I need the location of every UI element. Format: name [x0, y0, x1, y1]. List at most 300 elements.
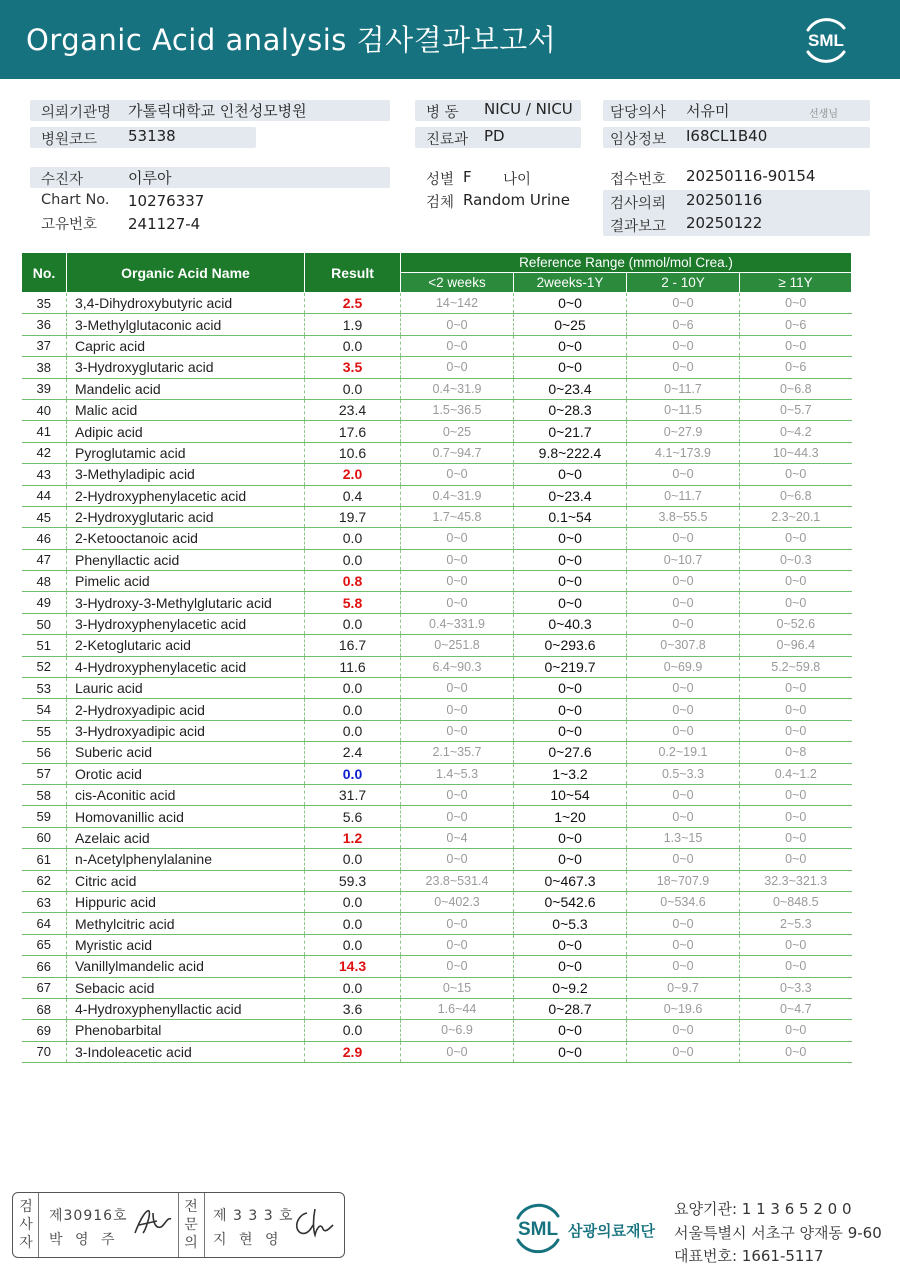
row-ref-3: 0~0 [627, 956, 740, 977]
doctor-suffix: 선생님 [809, 109, 838, 120]
row-no: 53 [22, 678, 67, 699]
row-no: 64 [22, 913, 67, 934]
row-ref-2: 1~3.2 [514, 763, 627, 784]
table-row [22, 720, 852, 741]
table-row [22, 784, 852, 805]
row-ref-4: 0~0 [740, 699, 852, 720]
row-no: 60 [22, 827, 67, 848]
row-ref-2: 0~28.7 [514, 998, 627, 1019]
table-row [22, 549, 852, 570]
row-ref-1: 14~142 [401, 293, 514, 314]
row-ref-2: 0~28.3 [514, 399, 627, 420]
row-ref-1: 1.5~36.5 [401, 399, 514, 420]
row-no: 37 [22, 335, 67, 356]
row-no: 46 [22, 528, 67, 549]
row-name: n-Acetylphenylalanine [67, 849, 305, 870]
col-result-header: Result [305, 253, 401, 293]
receipt-value: 20250116-90154 [686, 167, 816, 185]
institution-value: 가톨릭대학교 인천성모병원 [128, 102, 307, 120]
dept-label: 진료과 [426, 132, 469, 148]
row-ref-1: 0~0 [401, 1041, 514, 1062]
row-result: 1.2 [305, 827, 401, 848]
row-ref-2: 0~0 [514, 464, 627, 485]
table-row [22, 528, 852, 549]
row-ref-1: 0.4~331.9 [401, 613, 514, 634]
row-no: 35 [22, 293, 67, 314]
footer-org-name: 삼광의료재단 [568, 1222, 655, 1240]
ward-value: NICU / NICU [484, 100, 573, 118]
row-name: Myristic acid [67, 934, 305, 955]
row-ref-1: 23.8~531.4 [401, 870, 514, 891]
inspector-name: 박 영 주 [49, 1232, 119, 1248]
row-no: 67 [22, 977, 67, 998]
row-name: Hippuric acid [67, 891, 305, 912]
row-ref-2: 0~0 [514, 1020, 627, 1041]
row-ref-3: 0~0 [627, 528, 740, 549]
row-ref-4: 0~6 [740, 357, 852, 378]
table-row [22, 378, 852, 399]
row-ref-4: 0~0 [740, 827, 852, 848]
row-ref-1: 2.1~35.7 [401, 742, 514, 763]
row-ref-3: 0~10.7 [627, 549, 740, 570]
row-ref-3: 0~19.6 [627, 998, 740, 1019]
col-no-header: No. [22, 253, 67, 293]
row-no: 66 [22, 956, 67, 977]
row-result: 0.0 [305, 528, 401, 549]
row-ref-3: 0~0 [627, 720, 740, 741]
footer-institution-no: 요양기관: 1 1 3 6 5 2 0 0 [674, 1200, 852, 1218]
table-row [22, 335, 852, 356]
row-ref-3: 18~707.9 [627, 870, 740, 891]
row-name: 4-Hydroxyphenylacetic acid [67, 656, 305, 677]
row-name: Lauric acid [67, 678, 305, 699]
row-name: Mandelic acid [67, 378, 305, 399]
row-ref-4: 0.4~1.2 [740, 763, 852, 784]
row-name: 3-Indoleacetic acid [67, 1041, 305, 1062]
row-no: 38 [22, 357, 67, 378]
row-ref-1: 0~0 [401, 549, 514, 570]
row-name: 3-Hydroxyphenylacetic acid [67, 613, 305, 634]
table-row [22, 977, 852, 998]
row-no: 55 [22, 720, 67, 741]
row-no: 54 [22, 699, 67, 720]
row-ref-4: 0~6.8 [740, 378, 852, 399]
row-ref-2: 0~542.6 [514, 891, 627, 912]
row-ref-4: 5.2~59.8 [740, 656, 852, 677]
row-ref-4: 32.3~321.3 [740, 870, 852, 891]
row-result: 59.3 [305, 870, 401, 891]
table-row [22, 870, 852, 891]
row-ref-1: 0~4 [401, 827, 514, 848]
row-ref-4: 0~96.4 [740, 635, 852, 656]
table-row [22, 1020, 852, 1041]
row-name: Malic acid [67, 399, 305, 420]
row-ref-3: 0~27.9 [627, 421, 740, 442]
inspector-license: 제30916호 [49, 1208, 128, 1224]
row-ref-3: 0~9.7 [627, 977, 740, 998]
row-result: 0.0 [305, 549, 401, 570]
row-ref-3: 0~11.7 [627, 378, 740, 399]
row-ref-3: 0~0 [627, 806, 740, 827]
row-ref-1: 0~0 [401, 464, 514, 485]
row-ref-4: 0~0 [740, 528, 852, 549]
ref-col-4: ≥ 11Y [740, 273, 852, 293]
row-ref-2: 0~0 [514, 357, 627, 378]
row-result: 0.0 [305, 763, 401, 784]
row-ref-1: 0~0 [401, 357, 514, 378]
table-row [22, 763, 852, 784]
row-no: 40 [22, 399, 67, 420]
row-no: 51 [22, 635, 67, 656]
row-ref-4: 0~0 [740, 592, 852, 613]
row-result: 0.0 [305, 613, 401, 634]
row-no: 57 [22, 763, 67, 784]
row-ref-3: 0~0 [627, 913, 740, 934]
footer-phone: 대표번호: 1661-5117 [674, 1247, 824, 1265]
row-ref-1: 0~0 [401, 528, 514, 549]
row-ref-1: 0~0 [401, 314, 514, 335]
row-ref-4: 0~0 [740, 464, 852, 485]
row-ref-1: 0~6.9 [401, 1020, 514, 1041]
row-ref-1: 0~15 [401, 977, 514, 998]
dept-value: PD [484, 127, 505, 145]
row-ref-2: 0~467.3 [514, 870, 627, 891]
row-ref-3: 0~0 [627, 613, 740, 634]
row-result: 0.0 [305, 849, 401, 870]
doctor-value: 서유미 [686, 102, 730, 120]
request-value: 20250116 [686, 191, 763, 209]
svg-text:SML: SML [808, 31, 844, 50]
specialist-signature-icon [291, 1207, 337, 1239]
row-no: 49 [22, 592, 67, 613]
row-name: Phenyllactic acid [67, 549, 305, 570]
row-ref-3: 0~0 [627, 699, 740, 720]
row-no: 48 [22, 571, 67, 592]
row-ref-3: 0.2~19.1 [627, 742, 740, 763]
row-name: 2-Ketooctanoic acid [67, 528, 305, 549]
row-no: 52 [22, 656, 67, 677]
row-ref-2: 0~293.6 [514, 635, 627, 656]
ref-col-2: 2weeks-1Y [514, 273, 627, 293]
inspector-label: 검 사 자 [19, 1199, 33, 1251]
row-result: 0.0 [305, 335, 401, 356]
specialist-license: 제 3 3 3 호 [213, 1208, 294, 1224]
row-ref-2: 0~23.4 [514, 378, 627, 399]
row-ref-3: 0~0 [627, 592, 740, 613]
table-row [22, 464, 852, 485]
row-ref-3: 0~0 [627, 357, 740, 378]
row-ref-2: 0~0 [514, 1041, 627, 1062]
row-ref-4: 0~0.3 [740, 549, 852, 570]
row-ref-4: 0~5.7 [740, 399, 852, 420]
row-no: 61 [22, 849, 67, 870]
row-result: 2.4 [305, 742, 401, 763]
row-name: 3-Methyladipic acid [67, 464, 305, 485]
chart-value: 10276337 [128, 192, 205, 210]
clinical-label: 임상정보 [610, 132, 667, 148]
row-ref-3: 0~0 [627, 293, 740, 314]
row-result: 2.9 [305, 1041, 401, 1062]
row-no: 58 [22, 784, 67, 805]
chart-label: Chart No. [41, 192, 110, 208]
row-ref-4: 0~8 [740, 742, 852, 763]
row-ref-3: 0~0 [627, 849, 740, 870]
row-ref-4: 0~0 [740, 1020, 852, 1041]
row-no: 68 [22, 998, 67, 1019]
report-value: 20250122 [686, 214, 763, 232]
row-ref-2: 0~0 [514, 592, 627, 613]
row-name: Citric acid [67, 870, 305, 891]
sex-value: F [463, 168, 472, 186]
row-ref-2: 0~0 [514, 934, 627, 955]
age-label: 나이 [503, 172, 532, 188]
row-ref-4: 0~0 [740, 806, 852, 827]
row-ref-1: 0~0 [401, 571, 514, 592]
row-ref-2: 0~25 [514, 314, 627, 335]
table-row [22, 913, 852, 934]
row-result: 14.3 [305, 956, 401, 977]
row-ref-3: 0~0 [627, 678, 740, 699]
row-ref-4: 0~4.7 [740, 998, 852, 1019]
table-row [22, 506, 852, 527]
results-table [21, 252, 852, 1063]
specialist-label: 전 문 의 [184, 1199, 198, 1251]
row-result: 5.8 [305, 592, 401, 613]
row-ref-4: 0~0 [740, 720, 852, 741]
row-result: 1.9 [305, 314, 401, 335]
row-ref-4: 0~0 [740, 678, 852, 699]
row-ref-1: 0~25 [401, 421, 514, 442]
row-result: 0.0 [305, 378, 401, 399]
row-result: 3.5 [305, 357, 401, 378]
row-no: 62 [22, 870, 67, 891]
row-ref-2: 0~0 [514, 720, 627, 741]
row-ref-3: 0~0 [627, 571, 740, 592]
row-result: 0.0 [305, 891, 401, 912]
row-ref-1: 0~0 [401, 335, 514, 356]
report-header [0, 0, 900, 79]
row-ref-4: 0~0 [740, 293, 852, 314]
row-ref-1: 0~402.3 [401, 891, 514, 912]
row-ref-1: 0~0 [401, 699, 514, 720]
ref-col-3: 2 - 10Y [627, 273, 740, 293]
row-ref-2: 10~54 [514, 784, 627, 805]
row-ref-3: 0~0 [627, 464, 740, 485]
row-name: Homovanillic acid [67, 806, 305, 827]
row-result: 11.6 [305, 656, 401, 677]
hospital-code-label: 병원코드 [41, 132, 98, 148]
row-ref-2: 0~23.4 [514, 485, 627, 506]
row-ref-2: 0~0 [514, 699, 627, 720]
row-result: 3.6 [305, 998, 401, 1019]
table-row [22, 485, 852, 506]
row-result: 10.6 [305, 442, 401, 463]
receipt-label: 접수번호 [610, 172, 667, 188]
row-ref-1: 0.7~94.7 [401, 442, 514, 463]
row-ref-2: 0~0 [514, 678, 627, 699]
table-row [22, 699, 852, 720]
row-ref-3: 0~534.6 [627, 891, 740, 912]
row-ref-2: 0~0 [514, 528, 627, 549]
row-result: 0.0 [305, 934, 401, 955]
row-ref-3: 0~6 [627, 314, 740, 335]
row-ref-1: 0~0 [401, 849, 514, 870]
table-row [22, 635, 852, 656]
row-ref-2: 0~0 [514, 549, 627, 570]
row-ref-1: 1.4~5.3 [401, 763, 514, 784]
row-ref-2: 1~20 [514, 806, 627, 827]
table-row [22, 1041, 852, 1062]
row-name: Vanillylmandelic acid [67, 956, 305, 977]
row-no: 50 [22, 613, 67, 634]
row-ref-4: 0~0 [740, 956, 852, 977]
row-result: 0.0 [305, 913, 401, 934]
patient-label: 수진자 [41, 172, 84, 188]
sml-footer-logo-icon [510, 1200, 566, 1256]
row-name: 2-Hydroxyphenylacetic acid [67, 485, 305, 506]
table-row [22, 956, 852, 977]
row-ref-4: 0~0 [740, 571, 852, 592]
row-no: 45 [22, 506, 67, 527]
row-no: 44 [22, 485, 67, 506]
row-result: 17.6 [305, 421, 401, 442]
signature-box [12, 1192, 345, 1258]
row-ref-4: 0~4.2 [740, 421, 852, 442]
row-no: 39 [22, 378, 67, 399]
report-label: 결과보고 [610, 219, 667, 235]
row-ref-1: 0~0 [401, 934, 514, 955]
row-ref-2: 0~219.7 [514, 656, 627, 677]
row-name: 4-Hydroxyphenyllactic acid [67, 998, 305, 1019]
hospital-code-value: 53138 [128, 127, 176, 145]
row-result: 0.4 [305, 485, 401, 506]
row-no: 43 [22, 464, 67, 485]
row-ref-1: 0.4~31.9 [401, 378, 514, 399]
row-ref-4: 0~0 [740, 849, 852, 870]
row-ref-3: 4.1~173.9 [627, 442, 740, 463]
row-name: Azelaic acid [67, 827, 305, 848]
ward-label: 병 동 [426, 105, 459, 121]
row-result: 2.0 [305, 464, 401, 485]
row-ref-1: 1.7~45.8 [401, 506, 514, 527]
row-ref-2: 0~0 [514, 956, 627, 977]
row-name: 3-Hydroxyglutaric acid [67, 357, 305, 378]
row-ref-1: 0.4~31.9 [401, 485, 514, 506]
row-ref-3: 0.5~3.3 [627, 763, 740, 784]
row-no: 41 [22, 421, 67, 442]
row-ref-4: 0~6 [740, 314, 852, 335]
row-ref-4: 2~5.3 [740, 913, 852, 934]
table-row [22, 571, 852, 592]
row-ref-4: 0~0 [740, 784, 852, 805]
row-no: 56 [22, 742, 67, 763]
table-row [22, 592, 852, 613]
row-no: 63 [22, 891, 67, 912]
doctor-label: 담당의사 [610, 105, 667, 121]
row-no: 47 [22, 549, 67, 570]
row-name: 3-Hydroxyadipic acid [67, 720, 305, 741]
row-ref-2: 0~0 [514, 293, 627, 314]
table-row [22, 656, 852, 677]
row-ref-2: 0.1~54 [514, 506, 627, 527]
table-row [22, 934, 852, 955]
row-ref-1: 0~0 [401, 592, 514, 613]
row-ref-3: 0~307.8 [627, 635, 740, 656]
col-ref-header: Reference Range (mmol/mol Crea.) [401, 253, 852, 273]
row-ref-4: 0~0 [740, 934, 852, 955]
row-name: Capric acid [67, 335, 305, 356]
patient-box [30, 167, 390, 188]
row-no: 59 [22, 806, 67, 827]
row-result: 16.7 [305, 635, 401, 656]
table-row [22, 314, 852, 335]
request-label: 검사의뢰 [610, 196, 667, 212]
uid-label: 고유번호 [41, 217, 98, 233]
row-ref-2: 0~9.2 [514, 977, 627, 998]
table-row [22, 613, 852, 634]
table-row [22, 998, 852, 1019]
row-name: 2-Hydroxyadipic acid [67, 699, 305, 720]
specialist-name: 지 현 영 [213, 1232, 283, 1248]
row-ref-1: 1.6~44 [401, 998, 514, 1019]
row-result: 0.0 [305, 720, 401, 741]
row-name: Suberic acid [67, 742, 305, 763]
table-row [22, 293, 852, 314]
specimen-value: Random Urine [463, 191, 570, 209]
inspector-signature-icon [131, 1207, 175, 1239]
row-ref-4: 0~6.8 [740, 485, 852, 506]
row-ref-3: 0~0 [627, 1020, 740, 1041]
table-row [22, 827, 852, 848]
row-name: Methylcitric acid [67, 913, 305, 934]
row-ref-1: 0~0 [401, 678, 514, 699]
row-result: 0.0 [305, 1020, 401, 1041]
row-ref-2: 0~40.3 [514, 613, 627, 634]
row-ref-4: 0~52.6 [740, 613, 852, 634]
row-result: 0.0 [305, 977, 401, 998]
row-name: cis-Aconitic acid [67, 784, 305, 805]
row-no: 69 [22, 1020, 67, 1041]
table-row [22, 891, 852, 912]
clinical-value: I68CL1B40 [686, 127, 768, 145]
specimen-label: 검체 [426, 195, 455, 211]
table-row [22, 421, 852, 442]
uid-value: 241127-4 [128, 215, 201, 233]
row-result: 19.7 [305, 506, 401, 527]
row-ref-1: 0~0 [401, 956, 514, 977]
table-row [22, 357, 852, 378]
row-ref-2: 0~5.3 [514, 913, 627, 934]
row-ref-3: 0~11.7 [627, 485, 740, 506]
row-ref-3: 0~0 [627, 335, 740, 356]
row-ref-2: 0~0 [514, 335, 627, 356]
row-ref-4: 10~44.3 [740, 442, 852, 463]
row-ref-3: 0~69.9 [627, 656, 740, 677]
row-ref-2: 9.8~222.4 [514, 442, 627, 463]
row-name: Adipic acid [67, 421, 305, 442]
sml-logo-icon [798, 12, 854, 68]
row-ref-2: 0~0 [514, 827, 627, 848]
row-ref-2: 0~21.7 [514, 421, 627, 442]
row-result: 0.0 [305, 699, 401, 720]
row-ref-2: 0~0 [514, 849, 627, 870]
row-ref-3: 3.8~55.5 [627, 506, 740, 527]
row-name: Sebacic acid [67, 977, 305, 998]
table-row [22, 806, 852, 827]
footer-address: 서울특별시 서초구 양재동 9-60 [674, 1224, 882, 1242]
table-row [22, 442, 852, 463]
row-result: 2.5 [305, 293, 401, 314]
